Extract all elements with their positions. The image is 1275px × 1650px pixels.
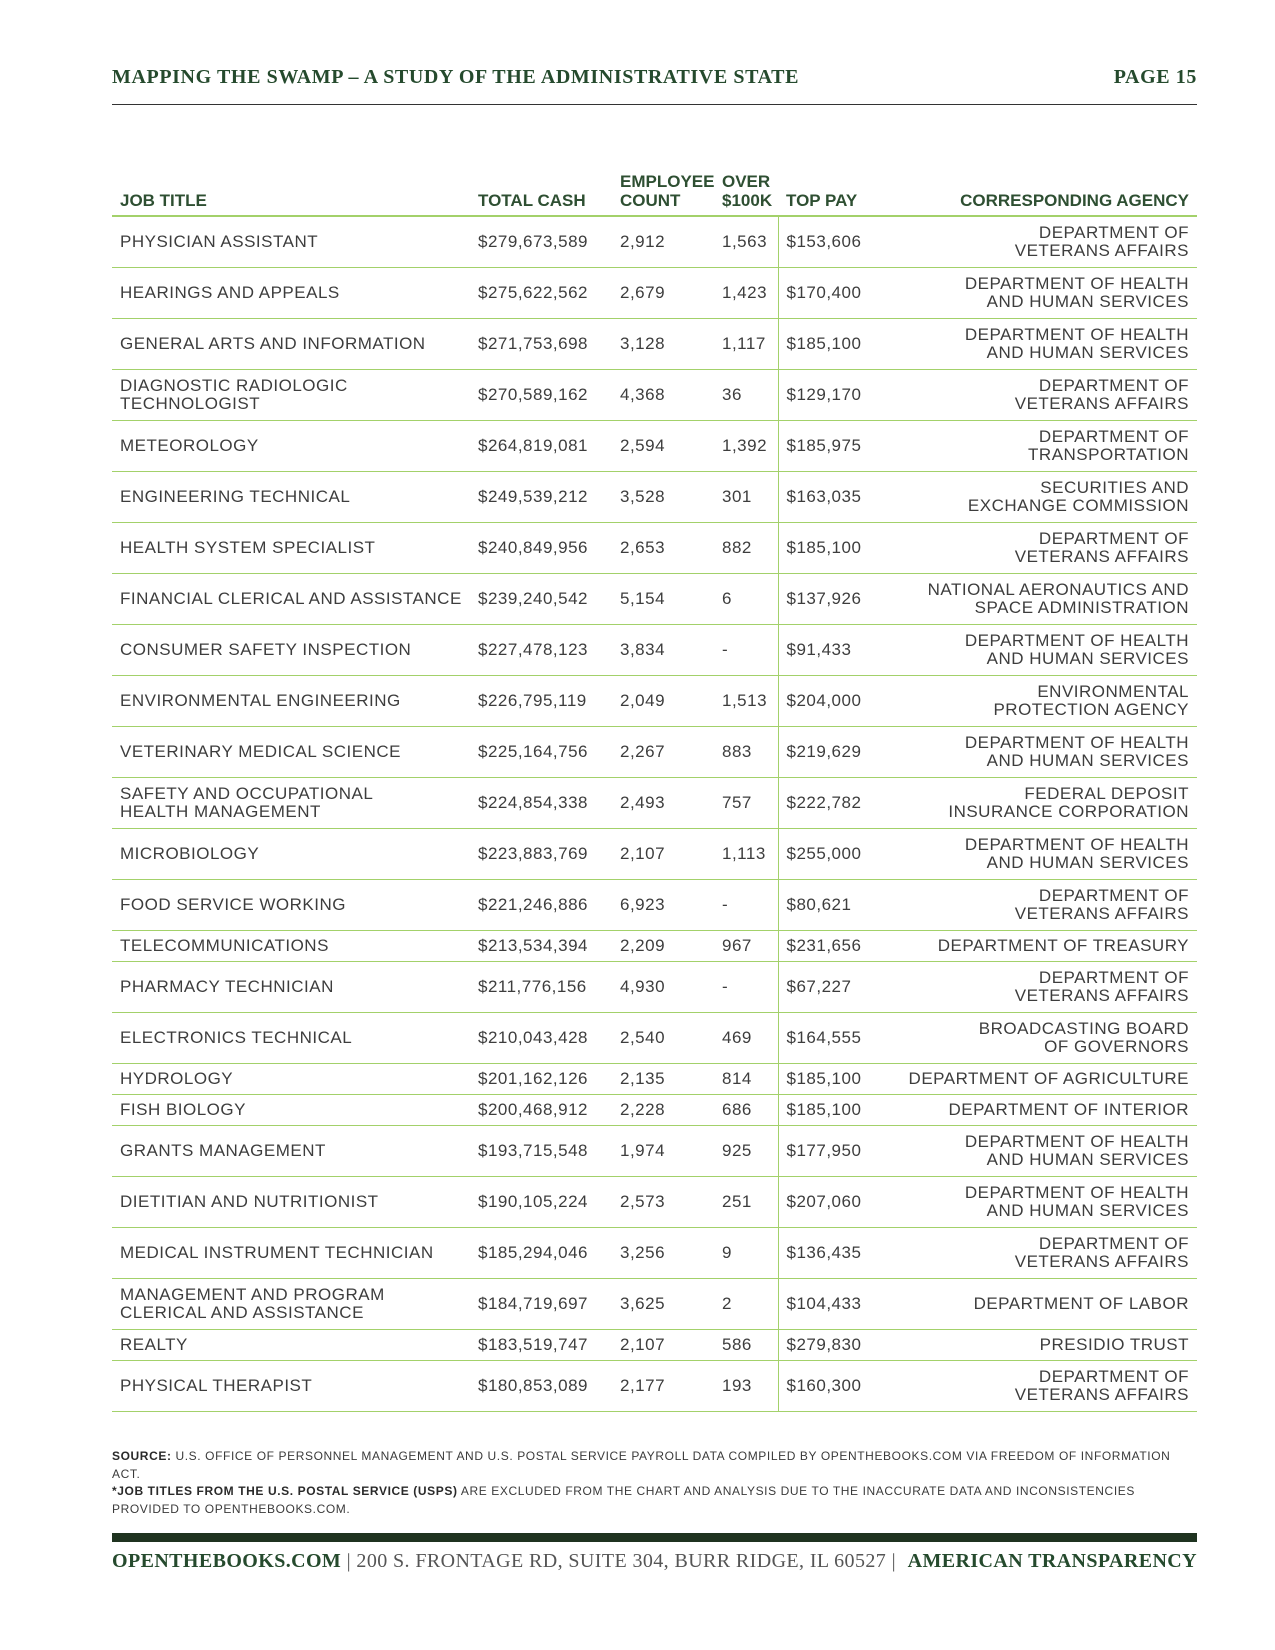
cell-job-title-line: MANAGEMENT AND PROGRAM bbox=[120, 1284, 385, 1304]
table-row bbox=[112, 879, 1197, 930]
cell-agency bbox=[876, 1125, 1197, 1176]
cell-top-pay: $136,435 bbox=[778, 1227, 876, 1278]
cell-over-100k: 469 bbox=[714, 1012, 778, 1063]
cell-agency bbox=[876, 1063, 1197, 1094]
cell-agency-line: ENVIRONMENTAL bbox=[1037, 681, 1189, 701]
cell-total-cash: $185,294,046 bbox=[470, 1227, 612, 1278]
cell-agency-line: OF GOVERNORS bbox=[1044, 1036, 1189, 1056]
cell-job-title-line: TELECOMMUNICATIONS bbox=[120, 935, 329, 955]
cell-over-100k: 9 bbox=[714, 1227, 778, 1278]
cell-job-title-line: ENGINEERING TECHNICAL bbox=[120, 486, 351, 506]
cell-total-cash: $249,539,212 bbox=[470, 471, 612, 522]
cell-job-title-line: ELECTRONICS TECHNICAL bbox=[120, 1027, 353, 1047]
cell-total-cash: $270,589,162 bbox=[470, 369, 612, 420]
cell-employee-count: 2,912 bbox=[612, 216, 714, 267]
cell-job-title bbox=[112, 522, 470, 573]
cell-total-cash: $200,468,912 bbox=[470, 1094, 612, 1125]
cell-agency-line: NATIONAL AERONAUTICS AND bbox=[927, 579, 1189, 599]
cell-job-title bbox=[112, 1094, 470, 1125]
cell-employee-count: 5,154 bbox=[612, 573, 714, 624]
cell-top-pay: $185,100 bbox=[778, 522, 876, 573]
cell-job-title-line: MEDICAL INSTRUMENT TECHNICIAN bbox=[120, 1242, 434, 1262]
cell-agency-line: DEPARTMENT OF bbox=[1038, 222, 1189, 242]
page-header bbox=[112, 60, 1197, 105]
cell-over-100k: 2 bbox=[714, 1278, 778, 1329]
page-footer bbox=[112, 1550, 1197, 1580]
cell-job-title-line: MICROBIOLOGY bbox=[120, 843, 260, 863]
cell-total-cash: $225,164,756 bbox=[470, 726, 612, 777]
cell-employee-count: 2,267 bbox=[612, 726, 714, 777]
table-row bbox=[112, 930, 1197, 961]
cell-job-title bbox=[112, 777, 470, 828]
table-row bbox=[112, 1278, 1197, 1329]
cell-over-100k: 301 bbox=[714, 471, 778, 522]
cell-agency-line: DEPARTMENT OF bbox=[1038, 528, 1189, 548]
cell-job-title bbox=[112, 369, 470, 420]
cell-employee-count: 2,107 bbox=[612, 828, 714, 879]
cell-job-title-line: VETERINARY MEDICAL SCIENCE bbox=[120, 741, 401, 761]
cell-total-cash: $201,162,126 bbox=[470, 1063, 612, 1094]
source-label: SOURCE: bbox=[112, 1449, 172, 1463]
cell-agency-line: AND HUMAN SERVICES bbox=[986, 648, 1189, 668]
cell-job-title-line: DIAGNOSTIC RADIOLOGIC TECHNOLOGIST bbox=[120, 375, 348, 413]
cell-job-title bbox=[112, 1227, 470, 1278]
footer-divider-bar bbox=[112, 1533, 1197, 1542]
cell-top-pay: $104,433 bbox=[778, 1278, 876, 1329]
cell-job-title bbox=[112, 675, 470, 726]
cell-agency-line: INSURANCE CORPORATION bbox=[948, 801, 1189, 821]
cell-employee-count: 2,177 bbox=[612, 1360, 714, 1411]
cell-agency bbox=[876, 318, 1197, 369]
cell-agency bbox=[876, 216, 1197, 267]
cell-employee-count: 4,368 bbox=[612, 369, 714, 420]
column-header-top-pay: TOP PAY bbox=[778, 172, 876, 216]
cell-agency-line: AND HUMAN SERVICES bbox=[986, 1200, 1189, 1220]
cell-agency-line: DEPARTMENT OF HEALTH bbox=[964, 1131, 1189, 1151]
cell-job-title-line: ENVIRONMENTAL ENGINEERING bbox=[120, 690, 401, 710]
cell-agency-line: AND HUMAN SERVICES bbox=[986, 291, 1189, 311]
cell-agency bbox=[876, 726, 1197, 777]
cell-total-cash: $213,534,394 bbox=[470, 930, 612, 961]
cell-job-title bbox=[112, 471, 470, 522]
cell-job-title bbox=[112, 1329, 470, 1360]
cell-agency-line: TRANSPORTATION bbox=[1028, 444, 1189, 464]
cell-over-100k: 967 bbox=[714, 930, 778, 961]
cell-agency bbox=[876, 369, 1197, 420]
cell-agency-line: VETERANS AFFAIRS bbox=[1014, 240, 1189, 260]
cell-agency-line: AND HUMAN SERVICES bbox=[986, 852, 1189, 872]
cell-agency bbox=[876, 1227, 1197, 1278]
cell-employee-count: 2,679 bbox=[612, 267, 714, 318]
table-header-row bbox=[112, 172, 1197, 216]
cell-over-100k: 251 bbox=[714, 1176, 778, 1227]
table-row bbox=[112, 1176, 1197, 1227]
cell-top-pay: $207,060 bbox=[778, 1176, 876, 1227]
cell-agency bbox=[876, 879, 1197, 930]
cell-top-pay: $255,000 bbox=[778, 828, 876, 879]
cell-job-title-line: HEALTH SYSTEM SPECIALIST bbox=[120, 537, 376, 557]
cell-over-100k: 6 bbox=[714, 573, 778, 624]
table-row bbox=[112, 522, 1197, 573]
cell-job-title-line: HEARINGS AND APPEALS bbox=[120, 282, 340, 302]
column-header-over-100k: OVER $100K bbox=[714, 172, 778, 216]
cell-agency-line: EXCHANGE COMMISSION bbox=[967, 495, 1189, 515]
cell-over-100k: 1,423 bbox=[714, 267, 778, 318]
cell-top-pay: $164,555 bbox=[778, 1012, 876, 1063]
cell-over-100k: - bbox=[714, 879, 778, 930]
source-text: U.S. OFFICE OF PERSONNEL MANAGEMENT AND U.S. POSTAL SERVICE PAYROLL DATA COMPILED BY OPENTHEBOOKS.COM VIA FREEDOM OF INFORMATION ACT. bbox=[112, 1449, 1171, 1481]
cell-agency bbox=[876, 1094, 1197, 1125]
cell-agency-line: VETERANS AFFAIRS bbox=[1014, 1251, 1189, 1271]
cell-job-title-line: METEOROLOGY bbox=[120, 435, 259, 455]
cell-employee-count: 2,540 bbox=[612, 1012, 714, 1063]
cell-agency-line: DEPARTMENT OF LABOR bbox=[973, 1293, 1189, 1313]
table-row bbox=[112, 961, 1197, 1012]
table-row bbox=[112, 1360, 1197, 1411]
cell-over-100k: 757 bbox=[714, 777, 778, 828]
cell-over-100k: 882 bbox=[714, 522, 778, 573]
cell-over-100k: 814 bbox=[714, 1063, 778, 1094]
cell-top-pay: $91,433 bbox=[778, 624, 876, 675]
table-row bbox=[112, 1094, 1197, 1125]
cell-total-cash: $180,853,089 bbox=[470, 1360, 612, 1411]
cell-job-title-line: FOOD SERVICE WORKING bbox=[120, 894, 346, 914]
cell-agency bbox=[876, 828, 1197, 879]
cell-agency-line: AND HUMAN SERVICES bbox=[986, 750, 1189, 770]
cell-job-title-line: SAFETY AND OCCUPATIONAL bbox=[120, 783, 374, 803]
cell-agency-line: BROADCASTING BOARD bbox=[978, 1018, 1189, 1038]
cell-job-title bbox=[112, 624, 470, 675]
cell-total-cash: $240,849,956 bbox=[470, 522, 612, 573]
cell-job-title bbox=[112, 930, 470, 961]
cell-top-pay: $222,782 bbox=[778, 777, 876, 828]
cell-employee-count: 2,493 bbox=[612, 777, 714, 828]
cell-total-cash: $223,883,769 bbox=[470, 828, 612, 879]
cell-agency bbox=[876, 573, 1197, 624]
cell-agency-line: DEPARTMENT OF HEALTH bbox=[964, 834, 1189, 854]
cell-agency-line: PROTECTION AGENCY bbox=[993, 699, 1189, 719]
cell-total-cash: $190,105,224 bbox=[470, 1176, 612, 1227]
cell-agency bbox=[876, 1278, 1197, 1329]
cell-agency-line: AND HUMAN SERVICES bbox=[986, 1149, 1189, 1169]
cell-agency-line: SPACE ADMINISTRATION bbox=[974, 597, 1189, 617]
cell-agency-line: FEDERAL DEPOSIT bbox=[1024, 783, 1189, 803]
table-row bbox=[112, 777, 1197, 828]
cell-job-title bbox=[112, 216, 470, 267]
usps-note-text: ARE EXCLUDED FROM THE CHART AND ANALYSIS DUE TO THE INACCURATE DATA AND INCONSISTENCIES PROVIDED TO OPENTHEBOOKS.COM. bbox=[112, 1484, 1135, 1516]
cell-agency-line: VETERANS AFFAIRS bbox=[1014, 546, 1189, 566]
cell-top-pay: $279,830 bbox=[778, 1329, 876, 1360]
cell-agency-line: VETERANS AFFAIRS bbox=[1014, 393, 1189, 413]
column-header-job-title: JOB TITLE bbox=[112, 172, 470, 216]
cell-agency-line: DEPARTMENT OF HEALTH bbox=[964, 324, 1189, 344]
table-row bbox=[112, 1063, 1197, 1094]
cell-job-title bbox=[112, 879, 470, 930]
cell-agency bbox=[876, 624, 1197, 675]
table-row bbox=[112, 828, 1197, 879]
cell-total-cash: $224,854,338 bbox=[470, 777, 612, 828]
cell-top-pay: $231,656 bbox=[778, 930, 876, 961]
cell-total-cash: $183,519,747 bbox=[470, 1329, 612, 1360]
cell-employee-count: 3,256 bbox=[612, 1227, 714, 1278]
cell-total-cash: $210,043,428 bbox=[470, 1012, 612, 1063]
cell-over-100k: - bbox=[714, 624, 778, 675]
cell-over-100k: 586 bbox=[714, 1329, 778, 1360]
cell-agency-line: DEPARTMENT OF bbox=[1038, 1233, 1189, 1253]
cell-total-cash: $279,673,589 bbox=[470, 216, 612, 267]
table-row bbox=[112, 573, 1197, 624]
cell-total-cash: $193,715,548 bbox=[470, 1125, 612, 1176]
cell-top-pay: $170,400 bbox=[778, 267, 876, 318]
cell-over-100k: - bbox=[714, 961, 778, 1012]
cell-job-title bbox=[112, 1012, 470, 1063]
cell-over-100k: 1,113 bbox=[714, 828, 778, 879]
cell-job-title-line: CLERICAL AND ASSISTANCE bbox=[120, 1302, 364, 1322]
cell-job-title-line: FISH BIOLOGY bbox=[120, 1099, 246, 1119]
table-body bbox=[112, 216, 1197, 1411]
document-title: MAPPING THE SWAMP – A STUDY OF THE ADMINISTRATIVE STATE bbox=[112, 66, 800, 88]
cell-agency bbox=[876, 522, 1197, 573]
footer-separator: | bbox=[346, 1550, 352, 1572]
cell-employee-count: 3,625 bbox=[612, 1278, 714, 1329]
cell-total-cash: $226,795,119 bbox=[470, 675, 612, 726]
cell-agency-line: DEPARTMENT OF bbox=[1038, 375, 1189, 395]
cell-employee-count: 2,228 bbox=[612, 1094, 714, 1125]
cell-top-pay: $163,035 bbox=[778, 471, 876, 522]
cell-employee-count: 2,594 bbox=[612, 420, 714, 471]
job-titles-table bbox=[112, 172, 1197, 1412]
cell-agency-line: DEPARTMENT OF HEALTH bbox=[964, 630, 1189, 650]
cell-job-title bbox=[112, 1278, 470, 1329]
cell-agency bbox=[876, 1176, 1197, 1227]
cell-employee-count: 2,653 bbox=[612, 522, 714, 573]
cell-job-title bbox=[112, 1176, 470, 1227]
cell-top-pay: $67,227 bbox=[778, 961, 876, 1012]
table-row bbox=[112, 420, 1197, 471]
footer-site: OPENTHEBOOKS.COM bbox=[112, 1550, 342, 1572]
cell-top-pay: $185,100 bbox=[778, 318, 876, 369]
cell-job-title-line: DIETITIAN AND NUTRITIONIST bbox=[120, 1191, 379, 1211]
cell-job-title-line: REALTY bbox=[120, 1334, 188, 1354]
cell-agency-line: VETERANS AFFAIRS bbox=[1014, 903, 1189, 923]
cell-job-title-line: PHYSICAL THERAPIST bbox=[120, 1375, 313, 1395]
cell-employee-count: 2,049 bbox=[612, 675, 714, 726]
cell-total-cash: $211,776,156 bbox=[470, 961, 612, 1012]
cell-job-title bbox=[112, 1063, 470, 1094]
page-number: PAGE 15 bbox=[1113, 66, 1197, 88]
cell-agency bbox=[876, 1329, 1197, 1360]
cell-agency bbox=[876, 471, 1197, 522]
column-header-agency: CORRESPONDING AGENCY bbox=[876, 172, 1197, 216]
table-row bbox=[112, 1329, 1197, 1360]
cell-total-cash: $264,819,081 bbox=[470, 420, 612, 471]
cell-agency bbox=[876, 930, 1197, 961]
column-header-total-cash: TOTAL CASH bbox=[470, 172, 612, 216]
cell-top-pay: $185,100 bbox=[778, 1094, 876, 1125]
cell-agency-line: DEPARTMENT OF HEALTH bbox=[964, 273, 1189, 293]
column-header-employee-count: EMPLOYEE COUNT bbox=[612, 172, 714, 216]
cell-over-100k: 1,392 bbox=[714, 420, 778, 471]
cell-employee-count: 1,974 bbox=[612, 1125, 714, 1176]
cell-agency-line: VETERANS AFFAIRS bbox=[1014, 985, 1189, 1005]
cell-agency-line: AND HUMAN SERVICES bbox=[986, 342, 1189, 362]
table-row bbox=[112, 267, 1197, 318]
cell-job-title-line: FINANCIAL CLERICAL AND ASSISTANCE bbox=[120, 588, 462, 608]
table-row bbox=[112, 216, 1197, 267]
table-row bbox=[112, 1012, 1197, 1063]
table-row bbox=[112, 726, 1197, 777]
source-note bbox=[112, 1448, 1197, 1518]
cell-agency bbox=[876, 777, 1197, 828]
cell-total-cash: $227,478,123 bbox=[470, 624, 612, 675]
cell-total-cash: $275,622,562 bbox=[470, 267, 612, 318]
cell-job-title bbox=[112, 573, 470, 624]
cell-employee-count: 3,128 bbox=[612, 318, 714, 369]
cell-job-title-line: CONSUMER SAFETY INSPECTION bbox=[120, 639, 412, 659]
cell-job-title-line: HYDROLOGY bbox=[120, 1068, 234, 1088]
cell-job-title bbox=[112, 318, 470, 369]
cell-job-title bbox=[112, 420, 470, 471]
cell-agency-line: DEPARTMENT OF INTERIOR bbox=[948, 1099, 1189, 1119]
table-row bbox=[112, 471, 1197, 522]
cell-agency bbox=[876, 961, 1197, 1012]
cell-agency-line: DEPARTMENT OF bbox=[1038, 426, 1189, 446]
cell-employee-count: 3,834 bbox=[612, 624, 714, 675]
cell-employee-count: 6,923 bbox=[612, 879, 714, 930]
cell-agency-line: DEPARTMENT OF HEALTH bbox=[964, 1182, 1189, 1202]
table-row bbox=[112, 369, 1197, 420]
footer-separator: | bbox=[891, 1550, 896, 1572]
cell-over-100k: 36 bbox=[714, 369, 778, 420]
cell-job-title-line: PHYSICIAN ASSISTANT bbox=[120, 231, 319, 251]
cell-top-pay: $177,950 bbox=[778, 1125, 876, 1176]
cell-over-100k: 883 bbox=[714, 726, 778, 777]
table-row bbox=[112, 1227, 1197, 1278]
cell-total-cash: $239,240,542 bbox=[470, 573, 612, 624]
cell-over-100k: 1,563 bbox=[714, 216, 778, 267]
cell-agency-line: SECURITIES AND bbox=[1040, 477, 1189, 497]
cell-agency-line: DEPARTMENT OF bbox=[1038, 967, 1189, 987]
table-row bbox=[112, 1125, 1197, 1176]
cell-job-title bbox=[112, 961, 470, 1012]
cell-agency bbox=[876, 420, 1197, 471]
cell-agency bbox=[876, 675, 1197, 726]
cell-top-pay: $185,100 bbox=[778, 1063, 876, 1094]
cell-job-title bbox=[112, 726, 470, 777]
table-row bbox=[112, 318, 1197, 369]
cell-top-pay: $204,000 bbox=[778, 675, 876, 726]
cell-total-cash: $271,753,698 bbox=[470, 318, 612, 369]
cell-job-title-line: GENERAL ARTS AND INFORMATION bbox=[120, 333, 426, 353]
cell-job-title bbox=[112, 828, 470, 879]
cell-agency-line: DEPARTMENT OF HEALTH bbox=[964, 732, 1189, 752]
cell-employee-count: 4,930 bbox=[612, 961, 714, 1012]
cell-top-pay: $153,606 bbox=[778, 216, 876, 267]
usps-note-label: *JOB TITLES FROM THE U.S. POSTAL SERVICE (USPS) bbox=[112, 1484, 458, 1498]
cell-agency-line: VETERANS AFFAIRS bbox=[1014, 1384, 1189, 1404]
cell-agency-line: DEPARTMENT OF AGRICULTURE bbox=[908, 1068, 1189, 1088]
cell-agency-line: PRESIDIO TRUST bbox=[1039, 1334, 1189, 1354]
cell-job-title bbox=[112, 1360, 470, 1411]
footer-address: 200 S. FRONTAGE RD, SUITE 304, BURR RIDGE, IL 60527 bbox=[356, 1550, 887, 1572]
cell-employee-count: 2,573 bbox=[612, 1176, 714, 1227]
cell-top-pay: $160,300 bbox=[778, 1360, 876, 1411]
cell-over-100k: 1,117 bbox=[714, 318, 778, 369]
cell-total-cash: $184,719,697 bbox=[470, 1278, 612, 1329]
cell-employee-count: 2,135 bbox=[612, 1063, 714, 1094]
cell-over-100k: 686 bbox=[714, 1094, 778, 1125]
cell-agency bbox=[876, 1012, 1197, 1063]
cell-job-title-line: PHARMACY TECHNICIAN bbox=[120, 976, 334, 996]
cell-agency-line: DEPARTMENT OF bbox=[1038, 1366, 1189, 1386]
cell-job-title bbox=[112, 267, 470, 318]
cell-over-100k: 1,513 bbox=[714, 675, 778, 726]
table-row bbox=[112, 675, 1197, 726]
cell-job-title-line: HEALTH MANAGEMENT bbox=[120, 801, 321, 821]
cell-agency bbox=[876, 1360, 1197, 1411]
cell-agency-line: DEPARTMENT OF TREASURY bbox=[937, 935, 1189, 955]
cell-top-pay: $129,170 bbox=[778, 369, 876, 420]
cell-total-cash: $221,246,886 bbox=[470, 879, 612, 930]
cell-top-pay: $185,975 bbox=[778, 420, 876, 471]
cell-top-pay: $219,629 bbox=[778, 726, 876, 777]
cell-over-100k: 925 bbox=[714, 1125, 778, 1176]
cell-over-100k: 193 bbox=[714, 1360, 778, 1411]
footer-brand: AMERICAN TRANSPARENCY bbox=[907, 1550, 1197, 1572]
cell-agency-line: DEPARTMENT OF bbox=[1038, 885, 1189, 905]
cell-job-title bbox=[112, 1125, 470, 1176]
cell-employee-count: 2,209 bbox=[612, 930, 714, 961]
table-row bbox=[112, 624, 1197, 675]
cell-employee-count: 3,528 bbox=[612, 471, 714, 522]
cell-job-title-line: GRANTS MANAGEMENT bbox=[120, 1140, 326, 1160]
cell-top-pay: $80,621 bbox=[778, 879, 876, 930]
cell-top-pay: $137,926 bbox=[778, 573, 876, 624]
cell-employee-count: 2,107 bbox=[612, 1329, 714, 1360]
cell-agency bbox=[876, 267, 1197, 318]
